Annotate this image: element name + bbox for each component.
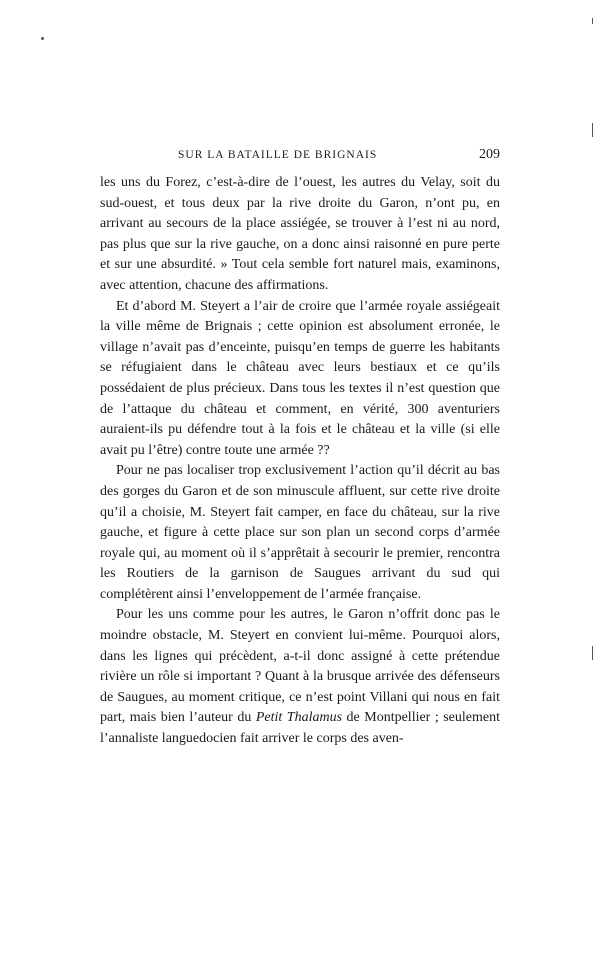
- italic-title: Petit Thalamus: [255, 710, 343, 726]
- edge-mark: [592, 123, 593, 137]
- page-number: 209: [479, 147, 500, 162]
- paragraph: Et d’abord M. Steyert a l’air de croire que l’armée royale assiégeait la ville même de Brignais ; cette opinion est absolument erronée, le village n’avait pas d’enceinte, puisqu’en temps de guerre les habitants se réfugiaient dans le château avec leurs bestiaux et ce qu’ils possédaient de plus précieux. Dans tous les textes il n’est question que de l’attaque du château et comment, en vérité, 300 aventuriers auraient-ils pu défendre tout à la fois et le château et la ville (si elle avait pu l’être) contre toute une armée ??: [100, 298, 500, 458]
- paragraph-text: Pour les uns comme pour les autres, le Garon n’offrit donc pas le moindre obstacle, M. Steyert en convient lui-même. Pourquoi alors, dans les lignes qui précèdent, a-t-il donc assigné à cette prétendue rivière un rôle si important ? Quant à la brusque arrivée des défenseurs de Saugues, au moment critique, ce n’est point Villani qui nous en fait part, mais bien l’auteur du: [100, 607, 500, 726]
- running-title: SUR LA BATAILLE DE BRIGNAIS: [178, 149, 378, 161]
- paragraph: Pour ne pas localiser trop exclusivement l’action qu’il décrit au bas des gorges du Garon et de son minuscule affluent, sur cette rive droite qu’il a choisie, M. Steyert fait camper, en face du château, sur la rive gauche, et figure à cette place sur son plan un second corps d’armée royale qui, au moment où il s’apprêtait à secourir le premier, rencontra les Routiers de la garnison de Saugues arrivant du sud qui complétèrent ainsi l’enveloppement de l’armée française.: [100, 463, 500, 602]
- margin-dot: [41, 37, 44, 40]
- paragraph-text: de Montpellier ; seulement l’annaliste languedocien fait arriver le corps des aven-: [100, 710, 500, 747]
- paragraph: [100, 605, 500, 749]
- edge-mark: [592, 646, 593, 660]
- body-text: [100, 173, 500, 750]
- paragraph: les uns du Forez, c’est-à-dire de l’ouest, les autres du Velay, soit du sud-ouest, et tous deux par la rive droite du Garon, n’ont pu, en arrivant au secours de la place assiégée, se trouver à l’est ni au nord, pas plus que sur la rive gauche, on a donc ainsi raisonné en pure perte et sur une absurdité. » Tout cela semble fort naturel mais, examinons, avec attention, chacune des affirmations.: [100, 175, 500, 293]
- running-head: [100, 149, 500, 167]
- edge-mark: [592, 18, 593, 24]
